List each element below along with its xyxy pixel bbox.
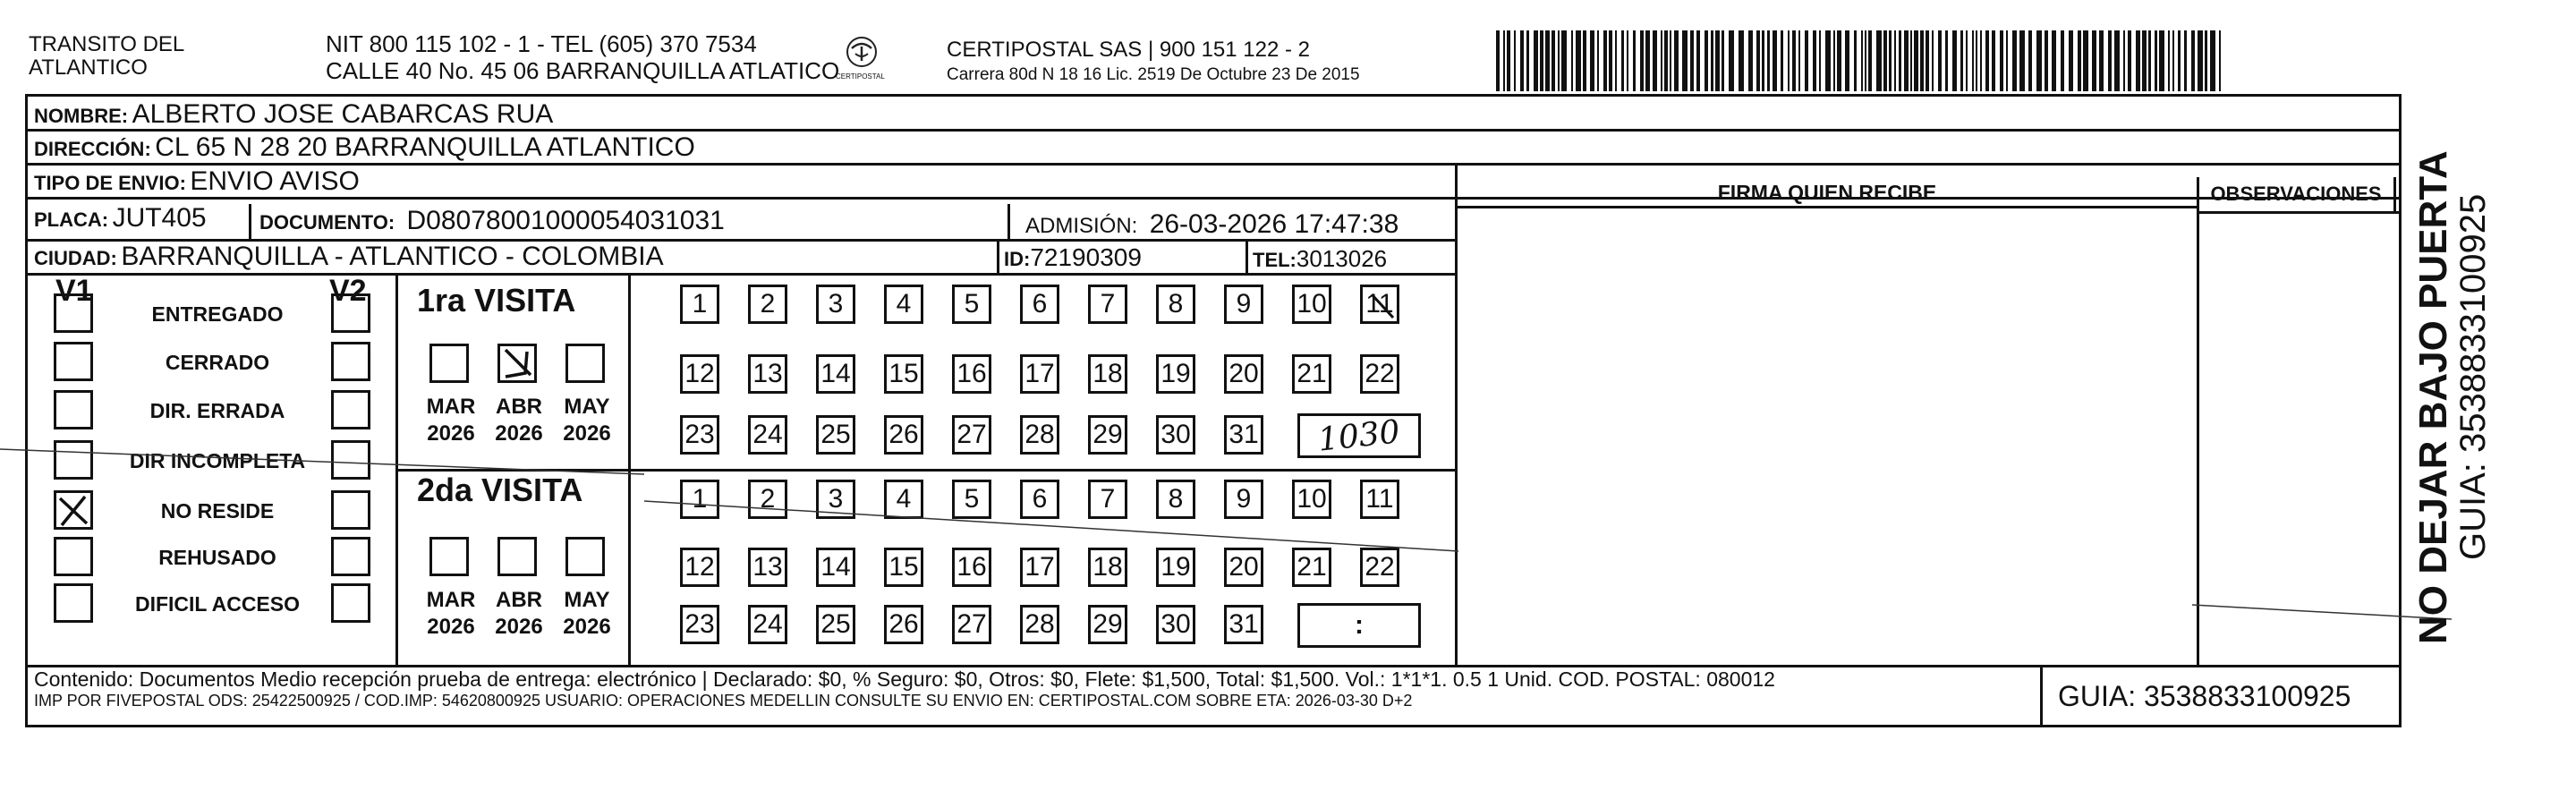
- second-visit-day-box[interactable]: [952, 548, 991, 587]
- day-number: 5: [964, 289, 980, 319]
- first-visit-day-box[interactable]: [1156, 285, 1195, 324]
- admission-field: ADMISIÓN: 26-03-2026 17:47:38: [1025, 209, 1399, 239]
- admission-date: 26-03-2026 17:47:38: [1149, 209, 1399, 239]
- day-number: 19: [1160, 359, 1191, 388]
- second-visit-day-box[interactable]: [748, 605, 787, 644]
- day-number: 1: [692, 484, 708, 514]
- day-number: 31: [1228, 609, 1259, 639]
- day-number: 24: [752, 420, 783, 449]
- day-number: 13: [752, 552, 783, 582]
- day-number: 11: [1365, 484, 1394, 514]
- day-number: 8: [1168, 484, 1184, 514]
- tel-number: 3013026: [1296, 245, 1388, 272]
- second-visit-day-box[interactable]: [1156, 548, 1195, 587]
- day-number: 16: [956, 359, 987, 388]
- first-visit-day-box[interactable]: [952, 285, 991, 324]
- first-visit-day-box[interactable]: [1088, 285, 1127, 324]
- first-visit-day-box[interactable]: [1088, 354, 1127, 394]
- first-visit-day-box[interactable]: [816, 415, 855, 455]
- second-visit-day-box[interactable]: [884, 605, 923, 644]
- day-number: 23: [684, 609, 715, 639]
- day-number: 23: [684, 420, 715, 449]
- reason-label: DIR. ERRADA: [149, 399, 285, 422]
- first-visit-day-box[interactable]: [884, 285, 923, 324]
- first-visit-day-box[interactable]: [1360, 354, 1399, 394]
- first-visit-day-box[interactable]: [1224, 354, 1263, 394]
- first-visit-day-box[interactable]: [1156, 415, 1195, 455]
- reason-label: DIR INCOMPLETA: [129, 449, 306, 472]
- second-visit-day-box[interactable]: [816, 605, 855, 644]
- month-label: ABR: [496, 588, 542, 612]
- year-label: 2026: [495, 421, 543, 446]
- v1-checkbox[interactable]: [54, 293, 93, 333]
- first-visit-month-checkbox[interactable]: [497, 344, 537, 383]
- day-number: 26: [888, 609, 919, 639]
- day-number: 25: [820, 609, 851, 639]
- v2-checkbox[interactable]: [331, 583, 370, 623]
- second-visit-day-box[interactable]: [1360, 548, 1399, 587]
- city-field: CIUDAD: BARRANQUILLA - ATLANTICO - COLOMBIA: [34, 242, 664, 271]
- first-visit-day-box[interactable]: [1292, 354, 1331, 394]
- second-visit-day-box[interactable]: [1088, 548, 1127, 587]
- day-number: 18: [1092, 552, 1123, 582]
- v1-checkbox[interactable]: [54, 490, 93, 530]
- v2-checkbox[interactable]: [331, 293, 370, 333]
- first-visit-day-box[interactable]: [952, 415, 991, 455]
- first-visit-month-checkbox[interactable]: [429, 344, 469, 383]
- year-label: 2026: [495, 615, 543, 639]
- v2-checkbox[interactable]: [331, 390, 370, 429]
- second-visit-day-box[interactable]: [1224, 548, 1263, 587]
- day-number: 21: [1297, 552, 1327, 582]
- first-visit-day-box[interactable]: [884, 415, 923, 455]
- reason-label: NO RESIDE: [160, 499, 275, 523]
- day-number: 4: [896, 484, 912, 514]
- day-number: 30: [1160, 420, 1191, 449]
- day-number: 16: [956, 552, 987, 582]
- first-visit-day-box[interactable]: [816, 285, 855, 324]
- day-number: 10: [1297, 289, 1327, 319]
- day-number: 17: [1024, 552, 1055, 582]
- first-visit-time: 1030: [1316, 412, 1402, 459]
- day-number: 21: [1297, 359, 1327, 388]
- v1-label: V1: [55, 274, 93, 308]
- day-number: 4: [896, 289, 912, 319]
- day-number: 29: [1092, 420, 1123, 449]
- first-visit-day-box[interactable]: [680, 415, 719, 455]
- shipment-type: ENVIO AVISO: [190, 166, 360, 196]
- first-visit-month-checkbox[interactable]: [565, 344, 605, 383]
- id-number: 72190309: [1030, 243, 1142, 271]
- day-number: 6: [1032, 484, 1048, 514]
- document-field: DOCUMENTO: D08078001000054031031: [259, 206, 725, 235]
- v1-checkbox[interactable]: [54, 537, 93, 576]
- day-number: 19: [1160, 552, 1191, 582]
- day-number: 29: [1092, 609, 1123, 639]
- second-visit-day-box[interactable]: [680, 548, 719, 587]
- month-label: ABR: [496, 395, 542, 419]
- v1-checkbox[interactable]: [54, 342, 93, 381]
- second-visit-month-checkbox[interactable]: [497, 537, 537, 576]
- id-field: ID:72190309: [1004, 243, 1142, 271]
- footer-content-line: Contenido: Documentos Medio recepción prueba de entrega: electrónico | Declarado: $0, % Seguro: $0, Otros: $0, Flete: $1,500, Total: $1,500. Vol.: 1*1*1. 0.5 1 Unid. COD. POSTAL: 080012: [34, 667, 1775, 691]
- document-number: D08078001000054031031: [406, 206, 725, 235]
- second-visit-day-box[interactable]: [952, 605, 991, 644]
- day-number: 12: [684, 552, 715, 582]
- name-field: NOMBRE: ALBERTO JOSE CABARCAS RUA: [34, 99, 554, 129]
- first-visit-day-box[interactable]: [1156, 354, 1195, 394]
- day-number: 8: [1168, 289, 1184, 319]
- second-visit-day-box[interactable]: [1156, 480, 1195, 519]
- second-visit-time-box: [1297, 603, 1421, 648]
- day-number: 5: [964, 484, 980, 514]
- day-number: 20: [1228, 359, 1259, 388]
- second-visit-day-box[interactable]: [1292, 480, 1331, 519]
- city: BARRANQUILLA - ATLANTICO - COLOMBIA: [121, 242, 664, 271]
- day-number: 28: [1024, 420, 1055, 449]
- tel-field: TEL:3013026: [1253, 245, 1388, 272]
- second-visit-time: :: [1355, 610, 1364, 640]
- day-number: 10: [1297, 484, 1327, 514]
- courier-company: CERTIPOSTAL SAS | 900 151 122 - 2: [947, 38, 1310, 62]
- second-visit-day-box[interactable]: [816, 480, 855, 519]
- second-visit-day-box[interactable]: [680, 480, 719, 519]
- first-visit-day-box[interactable]: [1020, 285, 1059, 324]
- issuer-name-line1: TRANSITO DEL: [29, 32, 185, 56]
- second-visit-day-box[interactable]: [884, 548, 923, 587]
- observations-header: OBSERVACIONES: [2210, 183, 2382, 205]
- barcode: [1494, 30, 2228, 93]
- day-number: 26: [888, 420, 919, 449]
- recipient-name: ALBERTO JOSE CABARCAS RUA: [132, 99, 554, 129]
- first-visit-day-box[interactable]: [748, 285, 787, 324]
- first-visit-day-box[interactable]: [1020, 415, 1059, 455]
- day-number: 27: [956, 609, 987, 639]
- v2-checkbox[interactable]: [331, 537, 370, 576]
- day-number: 22: [1365, 359, 1395, 388]
- day-number: 2: [760, 289, 776, 319]
- v1-checkbox[interactable]: [54, 440, 93, 480]
- day-number: 14: [820, 359, 851, 388]
- shipment-type-field: TIPO DE ENVIO: ENVIO AVISO: [34, 166, 360, 196]
- day-number: 7: [1100, 289, 1116, 319]
- first-visit-day-box[interactable]: [748, 415, 787, 455]
- reason-label: CERRADO: [165, 351, 270, 374]
- first-visit-day-box[interactable]: [1292, 285, 1331, 324]
- first-visit-time-box: [1297, 413, 1421, 458]
- second-visit-month-checkbox[interactable]: [565, 537, 605, 576]
- first-visit-day-box[interactable]: [680, 354, 719, 394]
- day-number: 14: [820, 552, 851, 582]
- year-label: 2026: [563, 615, 611, 639]
- day-number: 30: [1160, 609, 1191, 639]
- day-number: 18: [1092, 359, 1123, 388]
- year-label: 2026: [427, 615, 475, 639]
- day-number: 15: [888, 552, 919, 582]
- day-number: 7: [1100, 484, 1116, 514]
- second-visit-day-box[interactable]: [1156, 605, 1195, 644]
- day-number: 17: [1024, 359, 1055, 388]
- day-number: 13: [752, 359, 783, 388]
- second-visit-day-box[interactable]: [1224, 605, 1263, 644]
- year-label: 2026: [427, 421, 475, 446]
- second-visit-title: 2da VISITA: [417, 472, 583, 508]
- day-number: 11: [1365, 289, 1394, 319]
- second-visit-day-box[interactable]: [952, 480, 991, 519]
- day-number: 22: [1365, 552, 1395, 582]
- issuer-address: CALLE 40 No. 45 06 BARRANQUILLA ATLATICO: [326, 57, 840, 84]
- second-visit-day-box[interactable]: [748, 480, 787, 519]
- footer-print-line: IMP POR FIVEPOSTAL ODS: 25422500925 / COD.IMP: 54620800925 USUARIO: OPERACIONES MEDELLIN CONSULTE SU ENVIO EN: CERTIPOSTAL.COM SOBRE ETA: 2026-03-30 D+2: [34, 692, 1413, 710]
- second-visit-day-box[interactable]: [1088, 605, 1127, 644]
- month-label: MAR: [426, 588, 476, 612]
- reason-label: ENTREGADO: [151, 302, 284, 326]
- first-visit-day-box[interactable]: [1088, 415, 1127, 455]
- courier-address: Carrera 80d N 18 16 Lic. 2519 De Octubre 23 De 2015: [947, 65, 1360, 84]
- day-number: 6: [1032, 289, 1048, 319]
- first-visit-day-box[interactable]: [748, 354, 787, 394]
- reason-label: REHUSADO: [158, 546, 276, 569]
- second-visit-day-box[interactable]: [1292, 548, 1331, 587]
- second-visit-month-checkbox[interactable]: [429, 537, 469, 576]
- day-number: 20: [1228, 552, 1259, 582]
- plate-number: JUT405: [112, 203, 207, 233]
- v2-checkbox[interactable]: [331, 342, 370, 381]
- signature-header: FIRMA QUIEN RECIBE: [1717, 181, 1937, 204]
- issuer-name-line2: ATLANTICO: [29, 55, 148, 80]
- day-number: 3: [828, 484, 844, 514]
- year-label: 2026: [563, 421, 611, 446]
- first-visit-day-box[interactable]: [952, 354, 991, 394]
- first-visit-day-box[interactable]: [816, 354, 855, 394]
- first-visit-day-box[interactable]: [1224, 415, 1263, 455]
- v1-checkbox[interactable]: [54, 390, 93, 429]
- day-number: 9: [1236, 484, 1252, 514]
- day-number: 28: [1024, 609, 1055, 639]
- recipient-address: CL 65 N 28 20 BARRANQUILLA ATLANTICO: [155, 132, 695, 162]
- side-warning: NO DEJAR BAJO PUERTA: [2411, 150, 2455, 644]
- issuer-nit: NIT 800 115 102 - 1 - TEL (605) 370 7534: [326, 30, 757, 57]
- day-number: 3: [828, 289, 844, 319]
- first-visit-day-box[interactable]: [1360, 285, 1399, 324]
- v2-checkbox[interactable]: [331, 440, 370, 480]
- second-visit-day-box[interactable]: [816, 548, 855, 587]
- v2-label: V2: [329, 274, 367, 308]
- day-number: 25: [820, 420, 851, 449]
- first-visit-day-box[interactable]: [884, 354, 923, 394]
- day-number: 31: [1228, 420, 1259, 449]
- day-number: 15: [888, 359, 919, 388]
- month-label: MAY: [564, 588, 610, 612]
- address-field: DIRECCIÓN: CL 65 N 28 20 BARRANQUILLA ATLANTICO: [34, 132, 695, 162]
- second-visit-day-box[interactable]: [884, 480, 923, 519]
- second-visit-day-box[interactable]: [1020, 480, 1059, 519]
- first-visit-day-box[interactable]: [1020, 354, 1059, 394]
- certipostal-logo: CERTIPOSTAL: [830, 34, 893, 88]
- second-visit-day-box[interactable]: [1088, 480, 1127, 519]
- day-number: 24: [752, 609, 783, 639]
- first-visit-title: 1ra VISITA: [417, 282, 576, 319]
- second-visit-day-box[interactable]: [1020, 548, 1059, 587]
- second-visit-day-box[interactable]: [748, 548, 787, 587]
- day-number: 2: [760, 484, 776, 514]
- day-number: 27: [956, 420, 987, 449]
- day-number: 1: [692, 289, 708, 319]
- v2-checkbox[interactable]: [331, 490, 370, 530]
- second-visit-day-box[interactable]: [1360, 480, 1399, 519]
- v1-checkbox[interactable]: [54, 583, 93, 623]
- day-number: 12: [684, 359, 715, 388]
- side-guia: GUIA: 3538833100925: [2453, 193, 2493, 560]
- day-number: 9: [1236, 289, 1252, 319]
- reason-label: DIFICIL ACCESO: [134, 592, 300, 616]
- second-visit-day-box[interactable]: [1020, 605, 1059, 644]
- month-label: MAR: [426, 395, 476, 419]
- month-label: MAY: [564, 395, 610, 419]
- second-visit-day-box[interactable]: [1224, 480, 1263, 519]
- second-visit-day-box[interactable]: [680, 605, 719, 644]
- footer-guia: GUIA: 3538833100925: [2058, 680, 2351, 712]
- first-visit-day-box[interactable]: [680, 285, 719, 324]
- first-visit-day-box[interactable]: [1224, 285, 1263, 324]
- logo-icon: [830, 34, 893, 73]
- plate-field: PLACA: JUT405: [34, 203, 207, 233]
